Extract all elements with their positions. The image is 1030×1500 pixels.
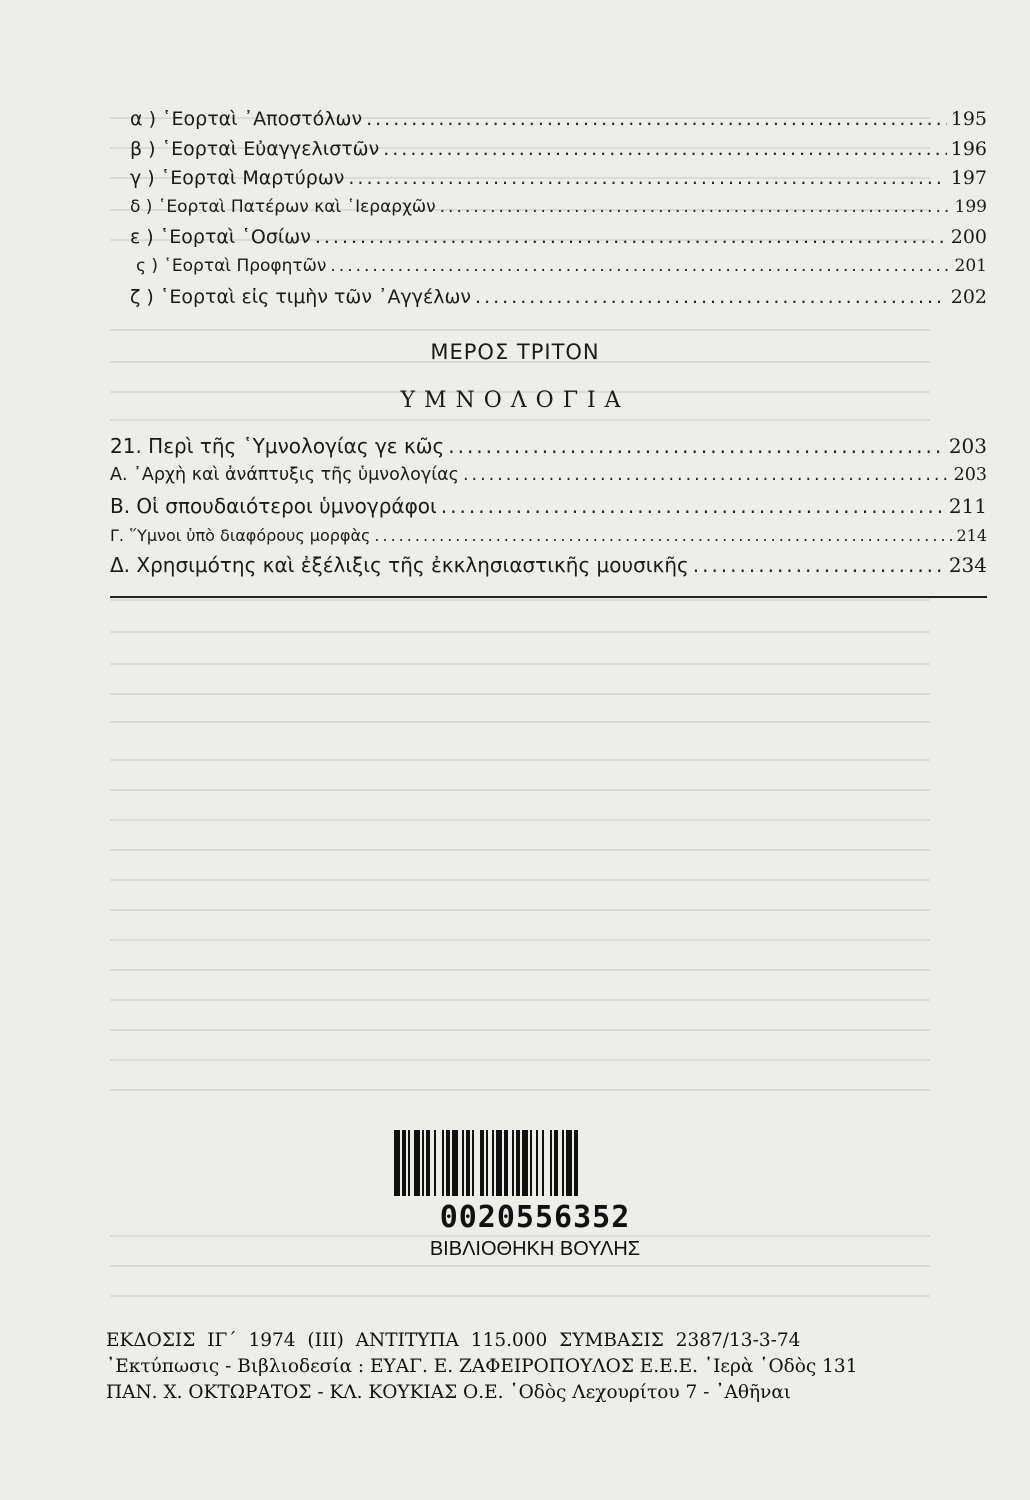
- leader-dots: [374, 526, 952, 545]
- toc-entry-page: 199: [954, 197, 987, 217]
- toc-entry-label: γ ) ῾Εορταὶ Μαρτύρων: [130, 167, 345, 189]
- toc-entry-label: α ) ῾Εορταὶ ᾿Αποστόλων: [130, 108, 363, 130]
- imprint-line-3: ΠΑΝ. Χ. ΟΚΤΩΡΑΤΟΣ - ΚΛ. ΚΟΥΚΙΑΣ Ο.Ε. ῾Οδὸς Λεχουρίτου 7 - ᾿Αθῆναι: [106, 1382, 792, 1403]
- toc-entry-page: 203: [948, 434, 987, 458]
- toc-entry-page: 203: [953, 465, 987, 485]
- toc-entry-label: ζ ) ῾Εορταὶ εἰς τιμὴν τῶν ᾿Αγγέλων: [130, 286, 472, 308]
- barcode-icon: [390, 1130, 680, 1200]
- toc-entry: [110, 553, 987, 577]
- toc-entry-page: 202: [950, 286, 987, 308]
- leader-dots: [463, 465, 950, 485]
- leader-dots: [441, 494, 945, 518]
- toc-entry-label: Α. ᾿Αρχὴ καὶ ἀνάπτυξις τῆς ὑμνολογίας: [110, 465, 459, 485]
- barcode-number: 0020556352: [439, 1200, 631, 1235]
- toc-entry-label: ς ) ῾Εορταὶ Προφητῶν: [136, 256, 327, 276]
- toc-chapter-entry: [110, 434, 987, 458]
- library-name: ΒΙΒΛΙΟΘΗΚΗ ΒΟΥΛΗΣ: [429, 1238, 641, 1260]
- toc-entry: [130, 197, 987, 217]
- imprint-line-1: ΕΚΔΟΣΙΣ ΙΓ΄ 1974 (ΙΙΙ) ΑΝΤΙΤΥΠΑ 115.000 ΣΥΜΒΑΣΙΣ 2387/13-3-74: [106, 1330, 801, 1351]
- toc-entry: [136, 256, 987, 276]
- imprint-line-2: ᾿Εκτύπωσις - Βιβλιοδεσία : ΕΥΑΓ. Ε. ΖΑΦΕΙΡΟΠΟΥΛΟΣ Ε.Ε.Ε. ῾Ιερὰ ῾Οδὸς 131: [106, 1356, 858, 1377]
- leader-dots: [315, 226, 947, 248]
- leader-dots: [348, 167, 946, 189]
- leader-dots: [475, 286, 947, 308]
- toc-entry-page: 195: [950, 108, 987, 130]
- leader-dots: [330, 256, 950, 276]
- toc-entry-page: 214: [956, 526, 987, 545]
- leader-dots: [440, 197, 951, 217]
- toc-entry-label: β ) ῾Εορταὶ Εὐαγγελιστῶν: [130, 138, 380, 160]
- part-title: ΜΕΡΟΣ ΤΡΙΤΟΝ: [430, 340, 600, 364]
- toc-entry: [130, 108, 987, 130]
- toc-entry: [130, 226, 987, 248]
- toc-entry-label: Γ. ῞Υμνοι ὑπὸ διαφόρους μορφὰς: [110, 526, 371, 545]
- leader-dots: [693, 553, 945, 577]
- toc-entry-label: ε ) ῾Εορταὶ ῾Οσίων: [130, 226, 311, 248]
- toc-entry: [110, 494, 987, 518]
- leader-dots: [366, 108, 947, 130]
- section-title: ΥΜΝΟΛΟΓΙΑ: [400, 388, 630, 413]
- toc-entry-page: 234: [948, 553, 987, 577]
- toc-entry-page: 211: [948, 494, 987, 518]
- toc-entry: [110, 526, 987, 545]
- leader-dots: [448, 434, 945, 458]
- toc-entry-page: 196: [950, 138, 987, 160]
- toc-entry-label: Β. Οἱ σπουδαιότεροι ὑμνογράφοι: [110, 494, 437, 518]
- toc-entry: [130, 138, 987, 160]
- toc-entry-page: 201: [954, 256, 987, 276]
- leader-dots: [383, 138, 947, 160]
- toc-entry: [110, 465, 987, 485]
- divider-rule: [110, 596, 987, 598]
- library-barcode-sticker: [390, 1130, 680, 1260]
- toc-entry: [130, 167, 987, 189]
- toc-entry-page: 200: [950, 226, 987, 248]
- toc-entry: [130, 286, 987, 308]
- toc-entry-page: 197: [950, 167, 987, 189]
- toc-entry-label: 21. Περὶ τῆς ῾Υμνολογίας γε κῶς: [110, 434, 445, 458]
- toc-entry-label: δ ) ῾Εορταὶ Πατέρων καὶ ῾Ιεραρχῶν: [130, 197, 436, 217]
- toc-entry-label: Δ. Χρησιμότης καὶ ἐξέλιξις τῆς ἐκκλησιαστικῆς μουσικῆς: [110, 553, 689, 577]
